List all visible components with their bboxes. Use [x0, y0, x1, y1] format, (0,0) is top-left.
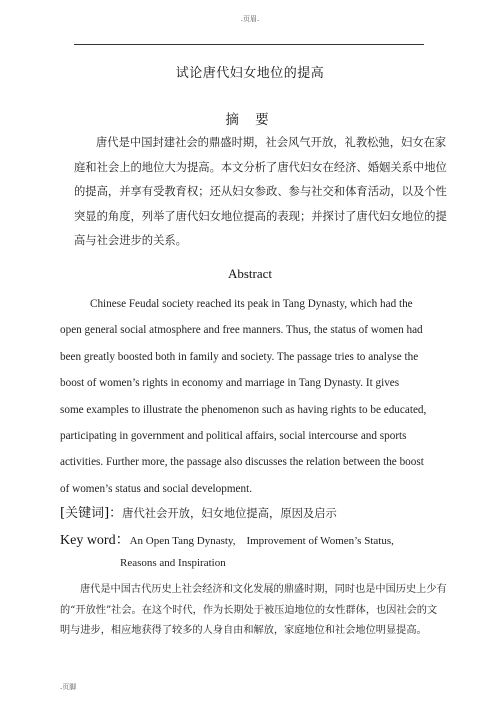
abstract-en-body: [60, 291, 445, 502]
intro-line: 明与进步，相应地获得了较多的人身自由和解放，家庭地位和社会地位明显提高。: [60, 625, 427, 636]
abstract-cn-line: 的提高，并享有受教育权；还从妇女参政、参与社交和体育活动，以及个性: [74, 185, 447, 198]
keywords-en-continued: Reasons and Inspiration: [120, 557, 226, 569]
abstract-en-line: of women’s status and social development.: [60, 482, 253, 495]
abstract-cn-line: 高与社会进步的关系。: [74, 234, 187, 247]
intro-line: 的“开放性”社会。在这个时代，作为长期处于被压迫地位的女性群体，也因社会的文: [60, 604, 438, 616]
keywords-cn-label: [关键词]：: [60, 506, 123, 521]
abstract-en-line: been greatly boosted both in family and society. The passage tries to analyse the: [60, 350, 419, 363]
abstract-en-line: participating in government and political affairs, social intercourse and sports: [60, 429, 407, 442]
abstract-en-heading: Abstract: [227, 266, 273, 281]
abstract-en-line: boost of women’s rights in economy and marriage in Tang Dynasty. It gives: [60, 377, 400, 390]
header-divider: [74, 44, 424, 45]
intro-line: 唐代是中国古代历史上社会经济和文化发展的鼎盛时期，同时也是中国历史上少有: [80, 584, 447, 595]
abstract-cn-heading: 摘 要: [225, 112, 275, 128]
page-title: 试论唐代妇女地位的提高: [175, 66, 325, 81]
keywords-en-value: An Open Tang Dynasty, Improvement of Women’s Status,: [129, 535, 394, 547]
keywords-en-label: Key word：: [60, 533, 130, 548]
abstract-en-line: open general social atmosphere and free manners. Thus, the status of women had: [60, 324, 423, 337]
abstract-cn-line: 庭和社会上的地位大为提高。本文分析了唐代妇女在经济、婚姻关系中地位: [74, 160, 447, 174]
abstract-en-line: some examples to illustrate the phenomenon such as having rights to be educated,: [60, 403, 427, 416]
abstract-cn-body: [74, 131, 447, 254]
abstract-en-line: activities. Further more, the passage also discusses the relation between the boost: [60, 456, 424, 469]
abstract-cn-line: 唐代是中国封建社会的鼎盛时期，社会风气开放，礼教松弛，妇女在家: [96, 136, 447, 149]
keywords-cn: [60, 502, 337, 521]
page-footer: .页脚: [60, 683, 77, 691]
abstract-cn-line: 突显的角度，列举了唐代妇女地位提高的表现；并探讨了唐代妇女地位的提: [74, 209, 447, 223]
keywords-cn-value: 唐代社会开放，妇女地位提高，原因及启示: [122, 507, 337, 520]
intro-paragraph: [60, 580, 445, 642]
page-header: .页眉.: [240, 15, 260, 23]
keywords-en: [60, 529, 394, 549]
abstract-en-line: Chinese Feudal society reached its peak in Tang Dynasty, which had the: [90, 298, 413, 310]
